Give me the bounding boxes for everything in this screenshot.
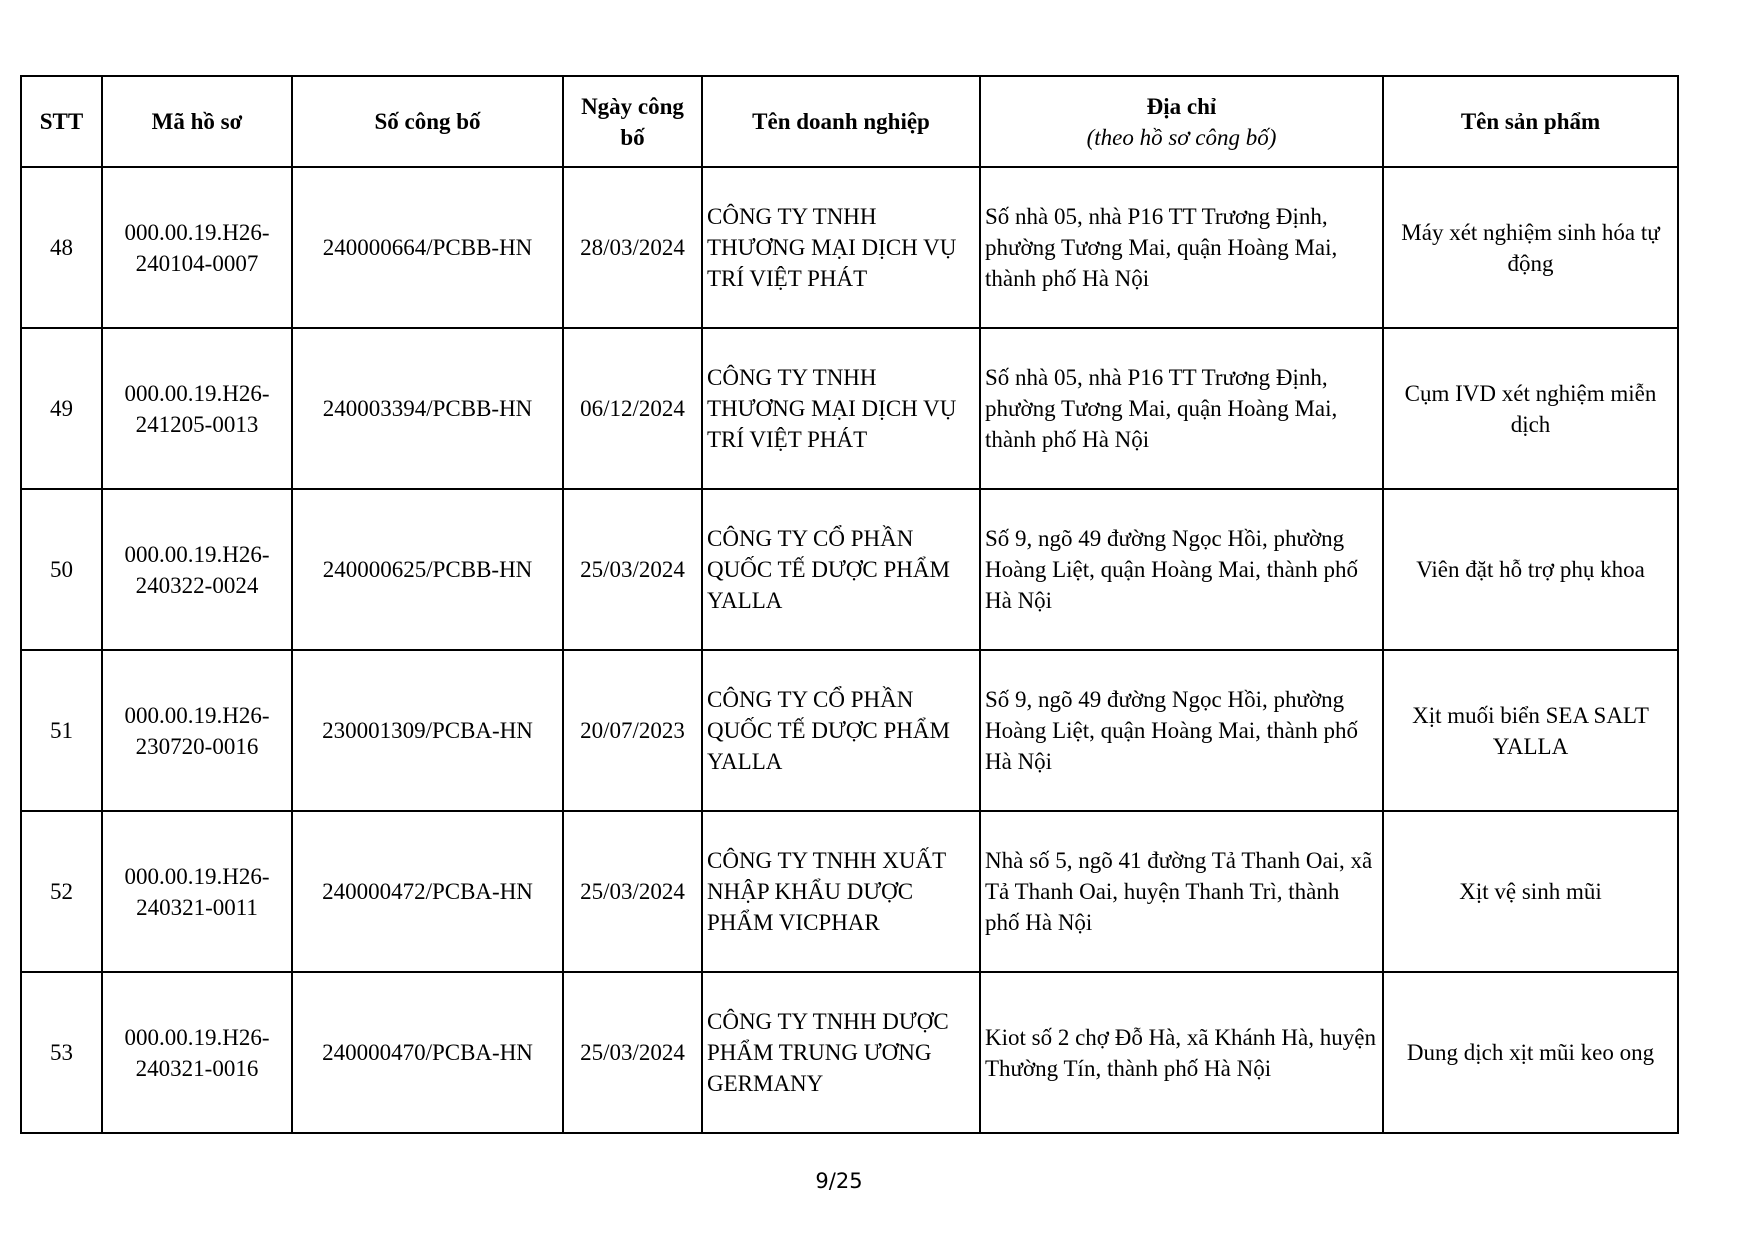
table-row xyxy=(21,811,1678,972)
cell-dia-chi: Nhà số 5, ngõ 41 đường Tả Thanh Oai, xã Tả Thanh Oai, huyện Thanh Trì, thành phố Hà Nội xyxy=(980,811,1383,972)
cell-so-cong-bo: 240000472/PCBA-HN xyxy=(292,811,563,972)
cell-ngay-cong-bo: 25/03/2024 xyxy=(563,972,702,1133)
table-row xyxy=(21,328,1678,489)
cell-ten-san-pham: Viên đặt hỗ trợ phụ khoa xyxy=(1383,489,1678,650)
cell-ma-ho-so: 000.00.19.H26-240104-0007 xyxy=(102,167,292,328)
cell-ma-ho-so: 000.00.19.H26-241205-0013 xyxy=(102,328,292,489)
header-so-cong-bo: Số công bố xyxy=(292,76,563,167)
registry-table xyxy=(20,75,1679,1134)
cell-ma-ho-so: 000.00.19.H26-240322-0024 xyxy=(102,489,292,650)
cell-ma-ho-so: 000.00.19.H26-240321-0011 xyxy=(102,811,292,972)
table-row xyxy=(21,972,1678,1133)
cell-so-cong-bo: 240003394/PCBB-HN xyxy=(292,328,563,489)
cell-dia-chi: Số nhà 05, nhà P16 TT Trương Định, phường Tương Mai, quận Hoàng Mai, thành phố Hà Nội xyxy=(980,328,1383,489)
cell-ten-doanh-nghiep: CÔNG TY TNHH DƯỢC PHẨM TRUNG ƯƠNG GERMANY xyxy=(702,972,980,1133)
cell-ten-san-pham: Xịt vệ sinh mũi xyxy=(1383,811,1678,972)
cell-dia-chi: Kiot số 2 chợ Đỗ Hà, xã Khánh Hà, huyện Thường Tín, thành phố Hà Nội xyxy=(980,972,1383,1133)
header-row xyxy=(21,76,1678,167)
cell-stt: 50 xyxy=(21,489,102,650)
cell-ngay-cong-bo: 06/12/2024 xyxy=(563,328,702,489)
cell-ten-doanh-nghiep: CÔNG TY TNHH THƯƠNG MẠI DỊCH VỤ TRÍ VIỆT PHÁT xyxy=(702,167,980,328)
cell-dia-chi: Số nhà 05, nhà P16 TT Trương Định, phường Tương Mai, quận Hoàng Mai, thành phố Hà Nội xyxy=(980,167,1383,328)
cell-so-cong-bo: 240000470/PCBA-HN xyxy=(292,972,563,1133)
cell-so-cong-bo: 230001309/PCBA-HN xyxy=(292,650,563,811)
cell-ten-san-pham: Xịt muối biển SEA SALT YALLA xyxy=(1383,650,1678,811)
header-ten-doanh-nghiep: Tên doanh nghiệp xyxy=(702,76,980,167)
cell-dia-chi: Số 9, ngõ 49 đường Ngọc Hồi, phường Hoàng Liệt, quận Hoàng Mai, thành phố Hà Nội xyxy=(980,489,1383,650)
table-row xyxy=(21,167,1678,328)
cell-ten-doanh-nghiep: CÔNG TY CỔ PHẦN QUỐC TẾ DƯỢC PHẨM YALLA xyxy=(702,489,980,650)
cell-ma-ho-so: 000.00.19.H26-230720-0016 xyxy=(102,650,292,811)
table-row xyxy=(21,489,1678,650)
cell-ten-san-pham: Máy xét nghiệm sinh hóa tự động xyxy=(1383,167,1678,328)
cell-ma-ho-so: 000.00.19.H26-240321-0016 xyxy=(102,972,292,1133)
cell-stt: 51 xyxy=(21,650,102,811)
cell-stt: 48 xyxy=(21,167,102,328)
cell-ten-doanh-nghiep: CÔNG TY CỔ PHẦN QUỐC TẾ DƯỢC PHẨM YALLA xyxy=(702,650,980,811)
header-dia-chi-label: Địa chỉ xyxy=(1146,93,1217,119)
cell-ten-san-pham: Dung dịch xịt mũi keo ong xyxy=(1383,972,1678,1133)
header-ma-ho-so: Mã hồ sơ xyxy=(102,76,292,167)
cell-ten-doanh-nghiep: CÔNG TY TNHH THƯƠNG MẠI DỊCH VỤ TRÍ VIỆT PHÁT xyxy=(702,328,980,489)
cell-stt: 49 xyxy=(21,328,102,489)
cell-stt: 52 xyxy=(21,811,102,972)
header-dia-chi-note: (theo hồ sơ công bố) xyxy=(1086,124,1277,150)
cell-dia-chi: Số 9, ngõ 49 đường Ngọc Hồi, phường Hoàng Liệt, quận Hoàng Mai, thành phố Hà Nội xyxy=(980,650,1383,811)
cell-ngay-cong-bo: 25/03/2024 xyxy=(563,489,702,650)
header-dia-chi xyxy=(980,76,1383,167)
cell-ten-san-pham: Cụm IVD xét nghiệm miễn dịch xyxy=(1383,328,1678,489)
header-ngay-cong-bo: Ngày công bố xyxy=(563,76,702,167)
cell-so-cong-bo: 240000664/PCBB-HN xyxy=(292,167,563,328)
header-ten-san-pham: Tên sản phẩm xyxy=(1383,76,1678,167)
table-row xyxy=(21,650,1678,811)
cell-ngay-cong-bo: 20/07/2023 xyxy=(563,650,702,811)
cell-stt: 53 xyxy=(21,972,102,1133)
cell-ngay-cong-bo: 25/03/2024 xyxy=(563,811,702,972)
header-stt: STT xyxy=(21,76,102,167)
cell-ten-doanh-nghiep: CÔNG TY TNHH XUẤT NHẬP KHẨU DƯỢC PHẨM VICPHAR xyxy=(702,811,980,972)
cell-ngay-cong-bo: 28/03/2024 xyxy=(563,167,702,328)
page-number: 9/25 xyxy=(815,1169,863,1193)
cell-so-cong-bo: 240000625/PCBB-HN xyxy=(292,489,563,650)
